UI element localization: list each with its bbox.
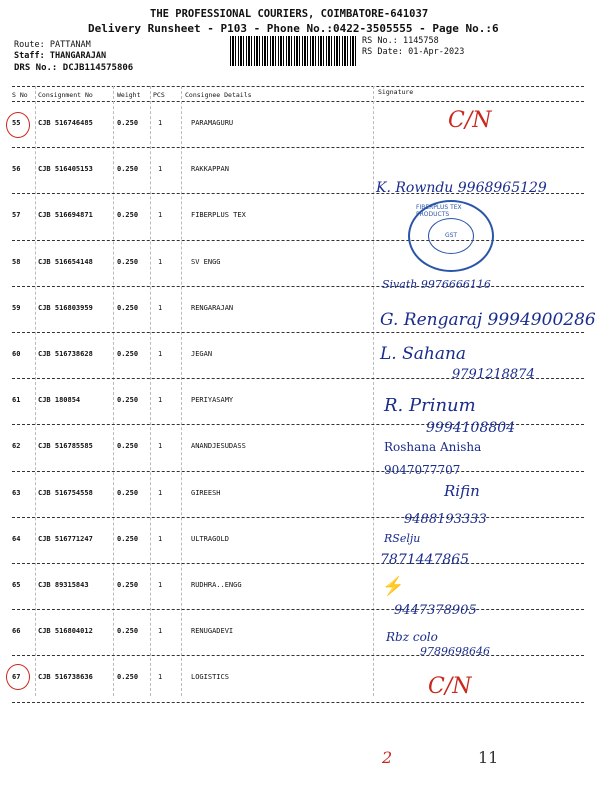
row-consignee: FIBERPLUS TEX bbox=[191, 211, 246, 220]
row-weight: 0.250 bbox=[117, 257, 139, 266]
row-weight: 0.250 bbox=[117, 396, 139, 405]
row-consignment-no: CJB 516694871 bbox=[38, 211, 93, 220]
signature-62-name: Roshana Anisha bbox=[384, 440, 482, 454]
runsheet-title: Delivery Runsheet - P103 - Phone No.:0422-3505555 - Page No.:6 bbox=[88, 22, 499, 35]
row-weight: 0.250 bbox=[117, 673, 139, 682]
signature-63-phone: 9488193333 bbox=[404, 512, 487, 527]
row-separator bbox=[12, 609, 584, 610]
signature-64: RSelju bbox=[384, 532, 421, 545]
row-sno: 56 bbox=[12, 165, 21, 174]
drs-value: DCJB114575806 bbox=[62, 63, 134, 73]
row-pcs: 1 bbox=[158, 581, 163, 589]
col-divider bbox=[35, 86, 36, 696]
row-sno: 66 bbox=[12, 627, 21, 636]
drs-label: DRS No.: bbox=[14, 63, 58, 73]
col-signature: Signature bbox=[378, 88, 414, 96]
route-label: Route: bbox=[14, 40, 45, 50]
row-consignee: SV ENGG bbox=[191, 257, 221, 266]
signature-60-phone: 9791218874 bbox=[452, 367, 535, 382]
signature-66-phone: 9789698646 bbox=[420, 645, 490, 658]
row-consignee: RUDHRA..ENGG bbox=[191, 581, 242, 589]
col-divider bbox=[113, 86, 114, 696]
row-sno: 64 bbox=[12, 534, 21, 543]
row-separator bbox=[12, 655, 584, 656]
row-weight: 0.250 bbox=[117, 488, 139, 497]
row-consignee: RENUGADEVI bbox=[191, 627, 234, 636]
signature-65-mark: ⚡ bbox=[382, 576, 405, 597]
col-divider bbox=[181, 86, 182, 696]
row-consignment-no: CJB 516754558 bbox=[38, 488, 93, 497]
row-pcs: 1 bbox=[158, 396, 163, 405]
row-separator bbox=[12, 286, 584, 287]
rs-date-value: 01-Apr-2023 bbox=[408, 47, 465, 57]
row-sno: 67 bbox=[12, 673, 21, 682]
row-pcs: 1 bbox=[158, 673, 163, 682]
company-line: THE PROFESSIONAL COURIERS, COIMBATORE-641037 bbox=[150, 8, 429, 20]
col-divider bbox=[373, 86, 374, 696]
drs-line bbox=[14, 63, 133, 73]
row-consignment-no: CJB 89315843 bbox=[38, 581, 89, 589]
row-sno: 62 bbox=[12, 442, 21, 451]
row-separator bbox=[12, 147, 584, 148]
col-sno: S No bbox=[12, 91, 28, 99]
row-consignee: PARAMAGURU bbox=[191, 119, 234, 127]
signature-62-phone: 9047077707 bbox=[384, 463, 461, 477]
row-consignment-no: CJB 516803959 bbox=[38, 303, 93, 312]
row-consignee: RAKKAPPAN bbox=[191, 165, 229, 174]
row-weight: 0.250 bbox=[117, 627, 139, 636]
col-divider bbox=[150, 86, 151, 696]
staff-line bbox=[14, 51, 106, 61]
row-pcs: 1 bbox=[158, 303, 163, 312]
rs-no-line bbox=[362, 36, 439, 46]
row-separator bbox=[12, 332, 584, 333]
row-sno: 57 bbox=[12, 211, 21, 220]
row-consignee: GIREESH bbox=[191, 488, 221, 497]
footer-mark-left: 2 bbox=[382, 748, 393, 767]
row-consignee: ULTRAGOLD bbox=[191, 534, 229, 543]
col-consignee: Consignee Details bbox=[185, 91, 252, 99]
col-pcs: PCS bbox=[153, 91, 165, 99]
row-pcs: 1 bbox=[158, 119, 163, 127]
row-consignment-no: CJB 516746485 bbox=[38, 119, 93, 127]
row-weight: 0.250 bbox=[117, 350, 139, 358]
row-separator bbox=[12, 517, 584, 518]
route-value: PATTANAM bbox=[49, 40, 91, 50]
red-circle-mark bbox=[6, 112, 30, 138]
row-consignment-no: CJB 516654148 bbox=[38, 257, 93, 266]
rs-date-line bbox=[362, 47, 464, 57]
row-weight: 0.250 bbox=[117, 165, 139, 174]
rs-date-label: RS Date: bbox=[362, 47, 403, 57]
row-consignee: RENGARAJAN bbox=[191, 303, 234, 312]
staff-label: Staff: bbox=[14, 51, 45, 61]
rs-no-label: RS No.: bbox=[362, 36, 398, 46]
row-consignee: ANANDJESUDASS bbox=[191, 442, 246, 451]
row-consignment-no: CJB 180854 bbox=[38, 396, 81, 405]
company-stamp bbox=[408, 200, 494, 272]
row-consignment-no: CJB 516738636 bbox=[38, 673, 93, 682]
row-pcs: 1 bbox=[158, 211, 163, 220]
row-weight: 0.250 bbox=[117, 119, 139, 127]
row-weight: 0.250 bbox=[117, 581, 139, 589]
row-consignee: PERIYASAMY bbox=[191, 396, 234, 405]
row-consignee: JEGAN bbox=[191, 350, 213, 358]
stamp-ring-text: FIBERPLUS TEX PRODUCTS bbox=[416, 204, 462, 218]
signature-56: K. Rowndu 9968965129 bbox=[376, 180, 547, 196]
row-sno: 55 bbox=[12, 119, 21, 127]
row-weight: 0.250 bbox=[117, 534, 139, 543]
row-pcs: 1 bbox=[158, 627, 163, 636]
row-consignment-no: CJB 516785585 bbox=[38, 442, 93, 451]
signature-65-phone: 9447378905 bbox=[394, 603, 477, 618]
row-separator bbox=[12, 563, 584, 564]
signature-61-phone: 9994108804 bbox=[426, 420, 516, 436]
signature-59: G. Rengaraj 9994900286 bbox=[380, 310, 596, 330]
row-separator bbox=[12, 240, 584, 241]
row-pcs: 1 bbox=[158, 350, 163, 358]
row-sno: 58 bbox=[12, 257, 21, 266]
cn-mark-top: C/N bbox=[448, 108, 492, 133]
row-sno: 59 bbox=[12, 303, 21, 312]
route-line bbox=[14, 40, 91, 50]
row-sno: 60 bbox=[12, 350, 21, 358]
row-sno: 65 bbox=[12, 581, 21, 589]
row-pcs: 1 bbox=[158, 257, 163, 266]
row-consignment-no: CJB 516405153 bbox=[38, 165, 93, 174]
row-consignment-no: CJB 516804012 bbox=[38, 627, 93, 636]
row-pcs: 1 bbox=[158, 165, 163, 174]
row-consignment-no: CJB 516771247 bbox=[38, 534, 93, 543]
signature-60-name: L. Sahana bbox=[380, 344, 467, 364]
row-weight: 0.250 bbox=[117, 303, 139, 312]
signature-64-phone: 7871447865 bbox=[380, 552, 470, 568]
row-pcs: 1 bbox=[158, 442, 163, 451]
rs-no-value: 1145758 bbox=[402, 36, 439, 46]
row-consignee: LOGISTICS bbox=[191, 673, 229, 682]
footer-mark-right: 11 bbox=[478, 748, 499, 767]
signature-66: Rbz colo bbox=[386, 630, 438, 644]
row-separator bbox=[12, 702, 584, 703]
signature-63: Rifin bbox=[444, 482, 480, 500]
row-pcs: 1 bbox=[158, 488, 163, 497]
row-weight: 0.250 bbox=[117, 211, 139, 220]
row-weight: 0.250 bbox=[117, 442, 139, 451]
stamp-center: GST bbox=[428, 218, 474, 254]
row-sno: 63 bbox=[12, 488, 21, 497]
signature-58: Sivath 9976666116 bbox=[382, 278, 491, 291]
row-pcs: 1 bbox=[158, 534, 163, 543]
red-circle-mark bbox=[6, 664, 30, 690]
col-consignment: Consignment No bbox=[38, 91, 93, 99]
row-separator bbox=[12, 471, 584, 472]
row-consignment-no: CJB 516738628 bbox=[38, 350, 93, 358]
header-rule-bottom bbox=[12, 101, 584, 102]
barcode-image bbox=[230, 36, 356, 66]
col-weight: Weight bbox=[117, 91, 141, 99]
cn-mark-bottom: C/N bbox=[428, 674, 472, 699]
signature-61: R. Prinum bbox=[384, 395, 476, 416]
header-rule-top bbox=[12, 86, 584, 87]
row-sno: 61 bbox=[12, 396, 21, 405]
staff-value: THANGARAJAN bbox=[49, 51, 107, 61]
